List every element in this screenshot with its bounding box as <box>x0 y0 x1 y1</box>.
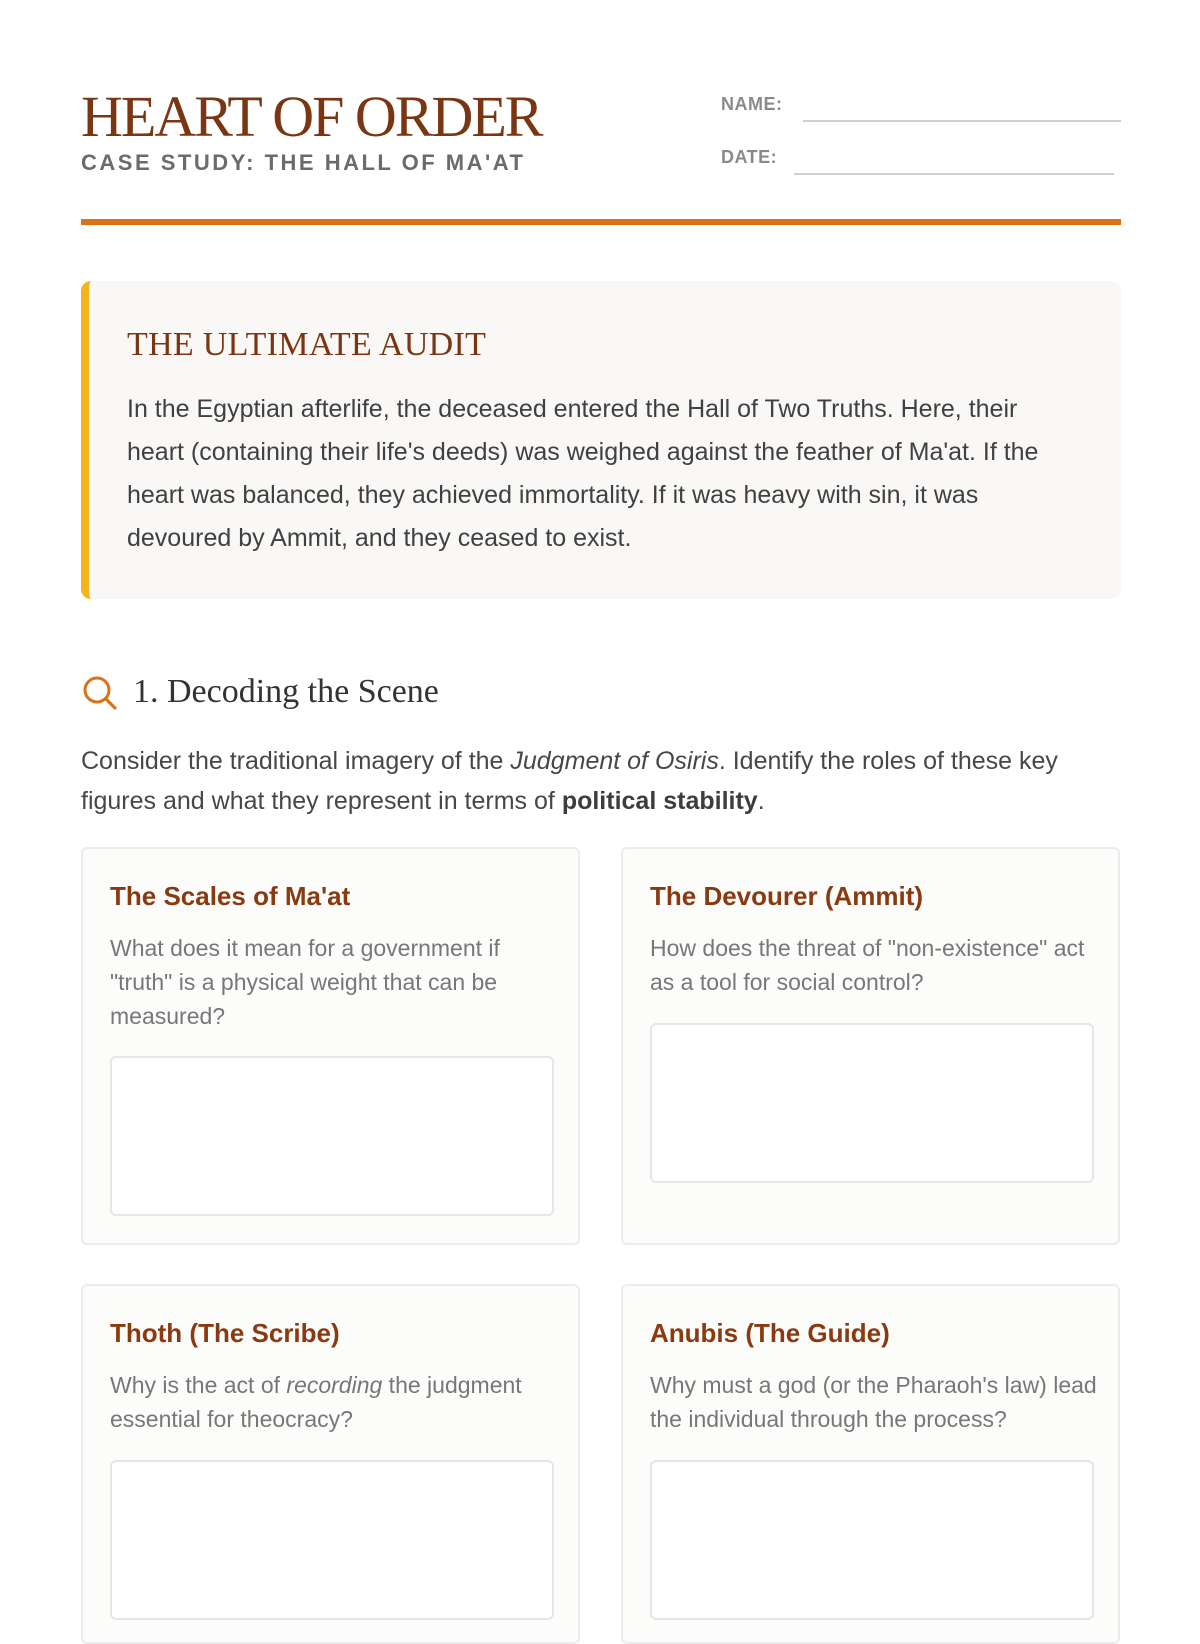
header-divider <box>81 219 1121 225</box>
section-intro-text: Consider the traditional imagery of the <box>81 747 511 775</box>
answer-box-scales[interactable] <box>110 1056 554 1216</box>
card-title: Anubis (The Guide) <box>650 1318 890 1348</box>
section-intro-strong: political stability <box>561 787 758 815</box>
question-card-anubis <box>621 1284 1120 1644</box>
date-field[interactable] <box>794 143 1114 175</box>
question-card-scales <box>81 847 580 1245</box>
section-heading <box>81 670 681 714</box>
name-field[interactable] <box>803 90 1121 122</box>
card-title: Thoth (The Scribe) <box>110 1318 340 1348</box>
section-intro-text: . Identify the roles of these key figures and what they represent in terms of <box>81 747 1058 815</box>
name-field-row <box>721 90 1121 130</box>
question-card-thoth <box>81 1284 580 1644</box>
answer-box-thoth[interactable] <box>110 1460 554 1620</box>
card-question-text: the judgment essential for theocracy? <box>110 1372 522 1432</box>
card-question <box>110 1368 560 1436</box>
section-intro-emphasis: Judgment of Osiris <box>510 747 719 775</box>
card-title: The Scales of Ma'at <box>110 881 351 911</box>
page-title: HEART OF ORDER <box>81 84 542 149</box>
answer-box-devourer[interactable] <box>650 1023 1094 1183</box>
card-question-text: Why is the act of <box>110 1372 287 1398</box>
card-question: How does the threat of "non-existence" act as a tool for social control? <box>650 935 1085 995</box>
name-label: NAME: <box>721 94 783 114</box>
search-icon <box>81 674 119 712</box>
page-subtitle: CASE STUDY: THE HALL OF MA'AT <box>81 150 526 175</box>
intro-body: In the Egyptian afterlife, the deceased entered the Hall of Two Truths. Here, their heart (containing their life's deeds) was weighed against the feather of Ma'at. If the heart was balanced, they achieved immortality. If it was heavy with sin, it was devoured by Ammit, and they ceased to exist. <box>127 395 1039 552</box>
card-question: What does it mean for a government if "truth" is a physical weight that can be measured? <box>110 935 500 1029</box>
question-card-devourer <box>621 847 1120 1245</box>
date-label: DATE: <box>721 147 778 167</box>
worksheet-header <box>81 82 1121 227</box>
intro-title: THE ULTIMATE AUDIT <box>127 326 487 363</box>
card-question: Why must a god (or the Pharaoh's law) lead the individual through the process? <box>650 1372 1097 1432</box>
answer-box-anubis[interactable] <box>650 1460 1094 1620</box>
section-instructions <box>81 741 1121 821</box>
card-question-emphasis: recording <box>286 1372 383 1398</box>
section-title: 1. Decoding the Scene <box>133 673 439 710</box>
card-title: The Devourer (Ammit) <box>650 881 924 911</box>
intro-callout <box>81 281 1121 599</box>
section-intro-text: . <box>757 787 765 815</box>
date-field-row <box>721 143 1121 183</box>
